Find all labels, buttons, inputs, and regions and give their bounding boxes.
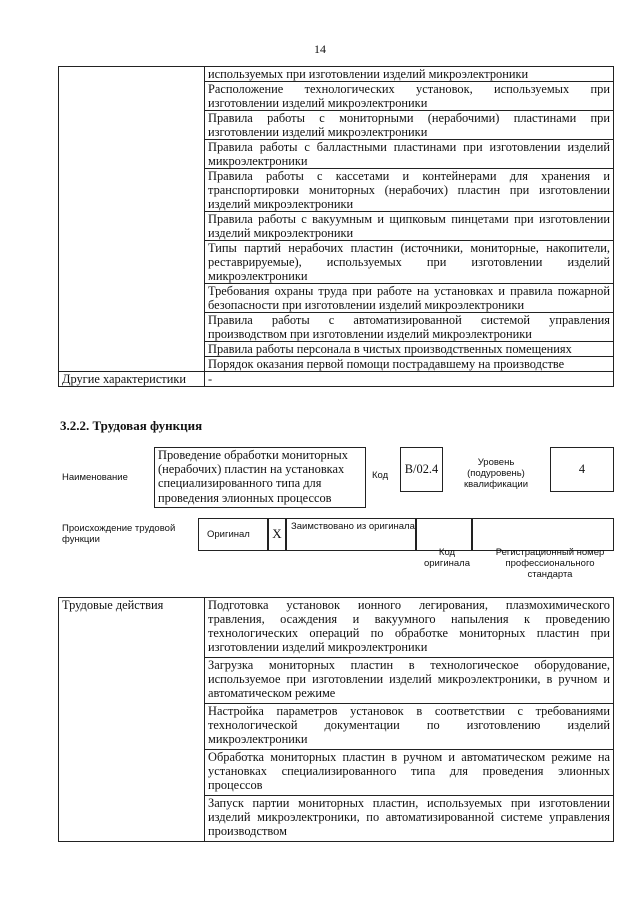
- labor-action-item: Обработка мониторных пластин в ручном и автоматическом режиме на установках специализированного типа для проведения элионных процессов: [205, 750, 614, 796]
- labor-actions-table: [58, 597, 614, 842]
- page-number: 14: [314, 42, 326, 56]
- original-code-caption: Код оригинала: [423, 547, 470, 569]
- requirement-item: Требования охраны труда при работе на установках и правила пожарной безопасности при изготовлении изделий микроэлектроники: [205, 284, 614, 313]
- function-code-box: B/02.4: [400, 447, 443, 492]
- other-characteristics-label: Другие характеристики: [59, 372, 205, 387]
- requirement-item: Расположение технологических установок, используемых при изготовлении изделий микроэлектроники: [205, 82, 614, 111]
- qualification-level-box: 4: [550, 447, 614, 492]
- section-title: 3.2.2. Трудовая функция: [60, 418, 203, 433]
- origin-original-cell: Оригинал: [198, 518, 268, 551]
- requirement-item: Порядок оказания первой помощи пострадавшему на производстве: [205, 357, 614, 372]
- requirement-item: Правила работы персонала в чистых производственных помещениях: [205, 342, 614, 357]
- origin-borrowed-cell: Заимствовано из оригинала: [286, 518, 416, 551]
- labor-action-item: Запуск партии мониторных пластин, используемых при изготовлении изделий микроэлектроники, по автоматизированной системе управления производством: [205, 796, 614, 842]
- origin-label: Происхождение трудовой функции: [62, 523, 176, 545]
- code-label: Код: [372, 470, 389, 481]
- labor-action-item: Настройка параметров установок в соответствии с требованиями технологической документации по изготовлению изделий микроэлектроники: [205, 704, 614, 750]
- requirements-label-cell: [59, 67, 205, 372]
- function-name-box: Проведение обработки мониторных (нерабочих) пластин на установках специализированного типа для проведения элионных процессов: [154, 447, 366, 508]
- requirement-item: используемых при изготовлении изделий микроэлектроники: [205, 67, 614, 82]
- requirement-item: Правила работы с вакуумным и щипковым пинцетами при изготовлении изделий микроэлектроники: [205, 212, 614, 241]
- registration-number-caption: Регистрационный номер профессионального стандарта: [495, 547, 605, 580]
- other-characteristics-value: -: [205, 372, 614, 387]
- requirement-item: Типы партий нерабочих пластин (источники, мониторные, накопители, реставрируемые), используемых при изготовлении изделий микроэлектроники: [205, 241, 614, 284]
- qualification-level-label: Уровень (подуровень) квалификации: [463, 457, 529, 490]
- name-label: Наименование: [62, 472, 128, 483]
- requirement-item: Правила работы с мониторными (нерабочими) пластинами при изготовлении изделий микроэлектроники: [205, 111, 614, 140]
- labor-action-item: Загрузка мониторных пластин в технологическое оборудование, используемое при изготовлении изделий микроэлектроники, в ручном и автоматическом режиме: [205, 658, 614, 704]
- labor-action-item: Подготовка установок ионного легирования, плазмохимического травления, осаждения и вакуумного напыления к проведению технологических операций по обработке мониторных пластин при изготовлении изделий микроэлектроники: [205, 598, 614, 658]
- requirement-item: Правила работы с автоматизированной системой управления производством при изготовлении изделий микроэлектроники: [205, 313, 614, 342]
- labor-actions-label: Трудовые действия: [59, 598, 205, 842]
- requirements-table: [58, 66, 614, 387]
- origin-mark-cell: X: [268, 518, 286, 551]
- requirement-item: Правила работы с балластными пластинами при изготовлении изделий микроэлектроники: [205, 140, 614, 169]
- requirement-item: Правила работы с кассетами и контейнерами для хранения и транспортировки мониторных (нерабочих) пластин при изготовлении изделий микроэлектроники: [205, 169, 614, 212]
